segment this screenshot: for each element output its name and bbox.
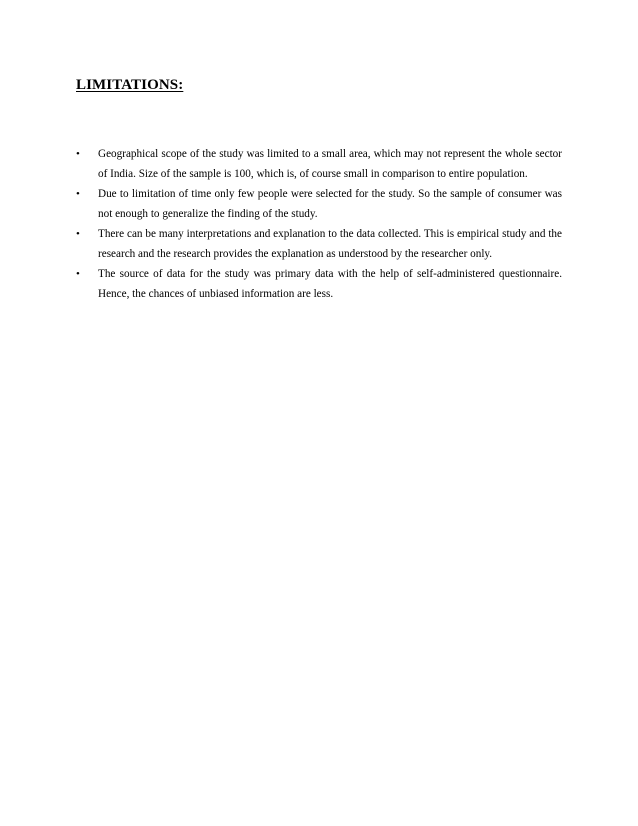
- list-item: [76, 184, 562, 224]
- bullet-icon: •: [76, 188, 80, 200]
- section-heading: LIMITATIONS:: [76, 77, 184, 93]
- limitations-list: [76, 144, 562, 304]
- list-item-text: Geographical scope of the study was limited to a small area, which may not represent the whole sector of India. Size of the sample is 100, which is, of course small in comparison to entire population.: [98, 148, 562, 180]
- list-item-text: Due to limitation of time only few people were selected for the study. So the sample of consumer was not enough to generalize the finding of the study.: [98, 188, 562, 220]
- list-item-text: The source of data for the study was primary data with the help of self-administered questionnaire. Hence, the chances of unbiased information are less.: [98, 268, 562, 300]
- bullet-icon: •: [76, 148, 80, 160]
- list-item: [76, 224, 562, 264]
- list-item: [76, 264, 562, 304]
- bullet-icon: •: [76, 268, 80, 280]
- bullet-icon: •: [76, 228, 80, 240]
- list-item-text: There can be many interpretations and explanation to the data collected. This is empirical study and the research and the research provides the explanation as understood by the researcher only.: [98, 228, 562, 260]
- list-item: [76, 144, 562, 184]
